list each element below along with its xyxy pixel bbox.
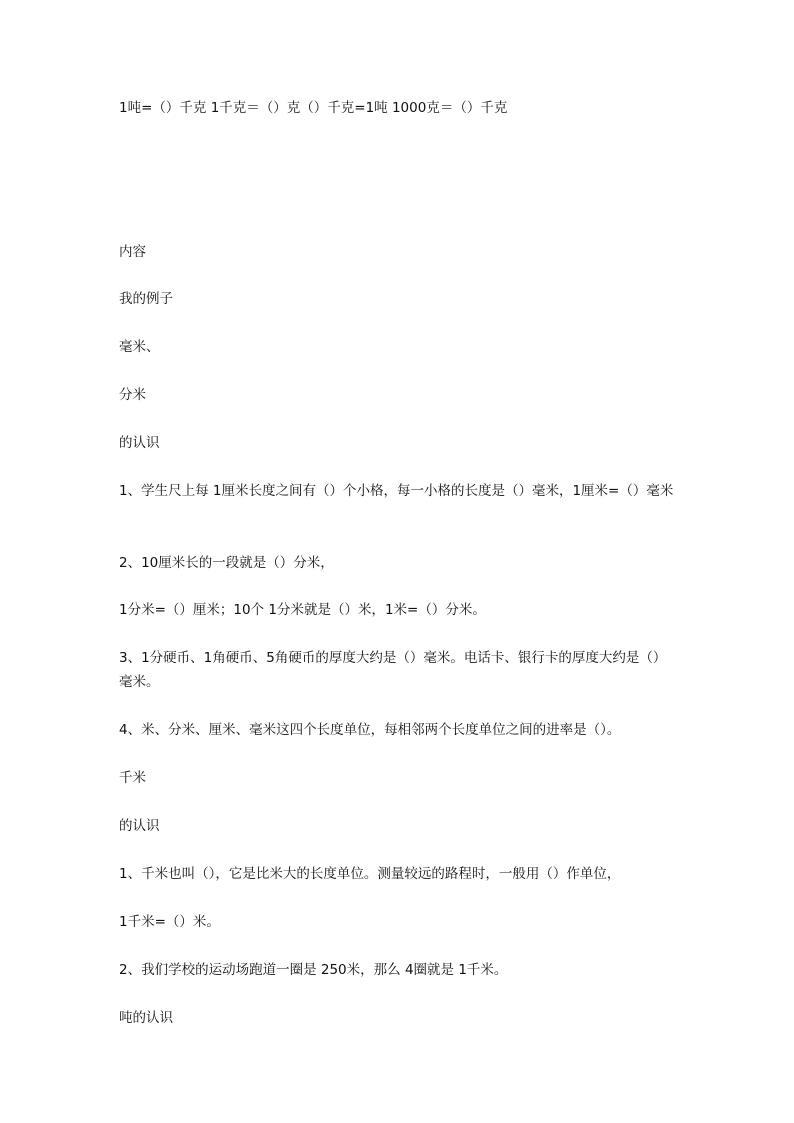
km-question-2-track: 2、我们学校的运动场跑道一圈是 250米，那么 4圈就是 1千米。 bbox=[119, 962, 508, 978]
section-heading-recognition: 的认识 bbox=[119, 435, 160, 451]
question-4-rate: 4、米、分米、厘米、毫米这四个长度单位，每相邻两个长度单位之间的进率是（）。 bbox=[119, 722, 621, 738]
question-1-ruler: 1、学生尺上每 1厘米长度之间有（）个小格，每一小格的长度是（）毫米，1厘米=（）毫米 bbox=[119, 483, 674, 499]
question-2-decimeter: 2、10厘米长的一段就是（）分米， bbox=[119, 555, 334, 571]
section-heading-km: 千米 bbox=[119, 770, 146, 786]
section-heading-km-recognition: 的认识 bbox=[119, 818, 160, 834]
section-heading-ton: 吨的认识 bbox=[119, 1010, 173, 1026]
question-3-thickness: 3、1分硬币、1角硬币、5角硬币的厚度大约是（）毫米。电话卡、银行卡的厚度大约是（）毫米。 bbox=[119, 650, 667, 690]
question-2-conversion: 1分米=（）厘米；10个 1分米就是（）米，1米=（）分米。 bbox=[119, 602, 486, 618]
km-question-1: 1、千米也叫（），它是比米大的长度单位。测量较远的路程时，一般用（）作单位， bbox=[119, 866, 621, 882]
section-heading-mm: 毫米、 bbox=[119, 339, 160, 355]
section-heading-dm: 分米 bbox=[119, 387, 146, 403]
content-label: 内容 bbox=[119, 244, 146, 260]
weight-conversion-line: 1吨=（）千克 1千克＝（）克（）千克=1吨 1000克＝（）千克 bbox=[119, 100, 508, 116]
my-example-label: 我的例子 bbox=[119, 291, 173, 307]
km-question-1-conversion: 1千米=（）米。 bbox=[119, 914, 220, 930]
